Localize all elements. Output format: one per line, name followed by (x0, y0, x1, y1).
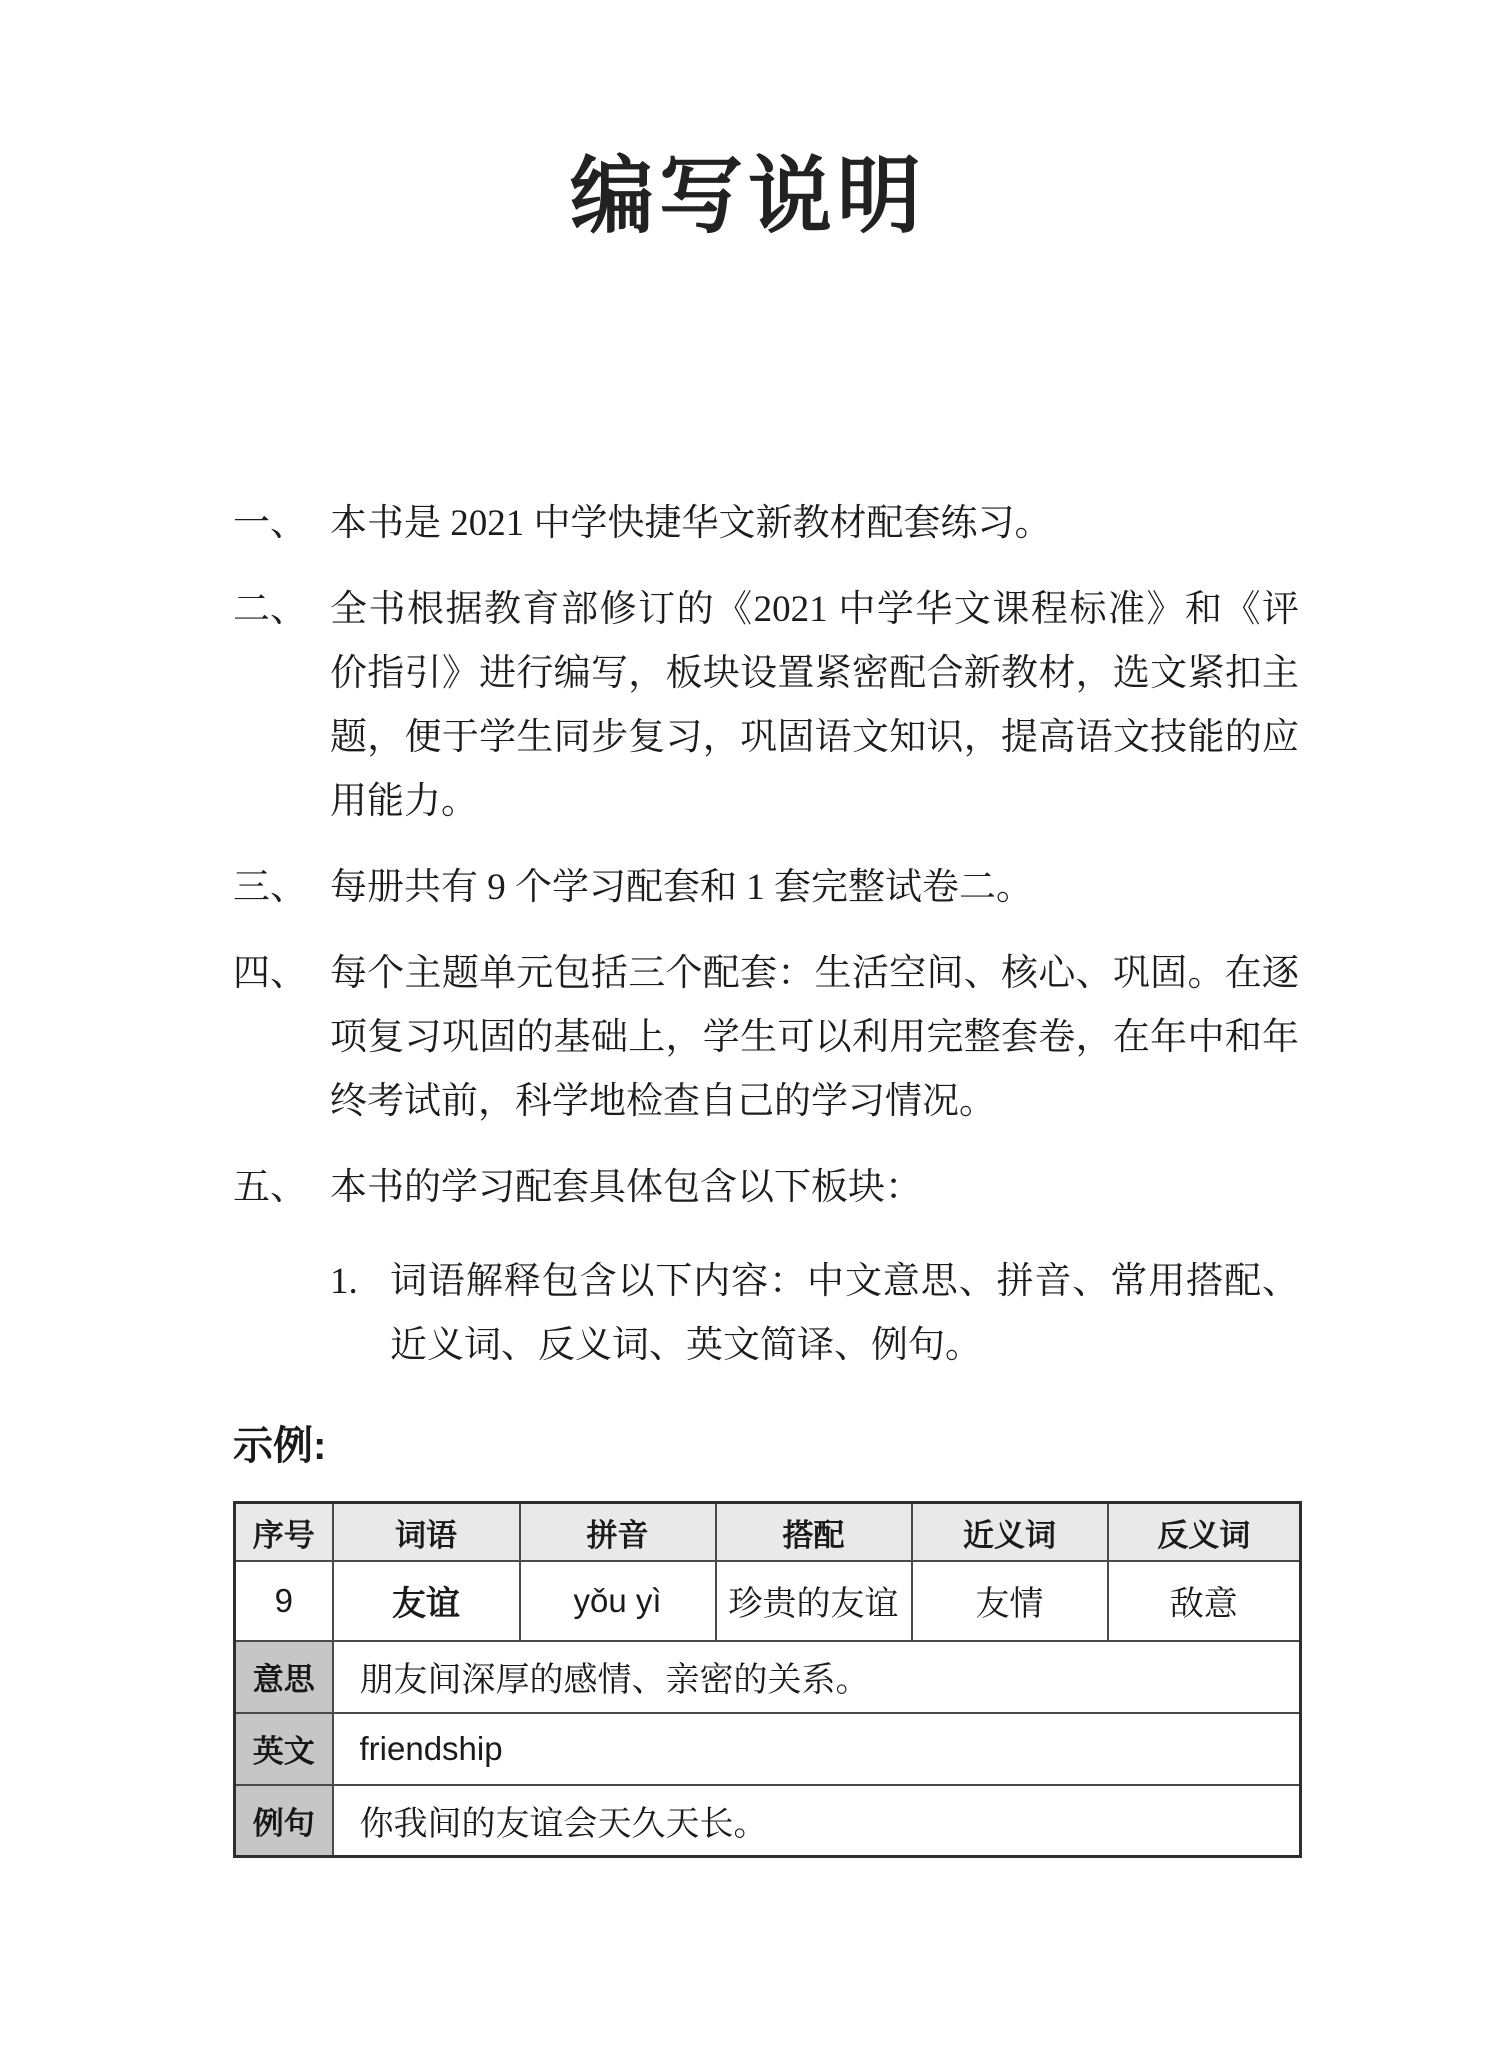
table-row (235, 1641, 1301, 1713)
table-header-row (235, 1503, 1301, 1561)
table-row-label: 英文 (235, 1713, 333, 1785)
sub-list-item-text: 词语解释包含以下内容：中文意思、拼音、常用搭配、近义词、反义词、英文简译、例句。 (390, 1261, 1299, 1367)
table-row-value: 朋友间深厚的感情、亲密的关系。 (333, 1641, 1301, 1713)
list-item (233, 942, 1299, 1134)
table-header-cell: 搭配 (716, 1503, 912, 1561)
sub-list-item-number: 1. (330, 1261, 358, 1303)
list-item (233, 856, 1299, 920)
table-cell-number: 9 (235, 1561, 333, 1641)
list-item-number: 五、 (233, 1167, 307, 1209)
list-item-number: 一、 (233, 503, 307, 545)
list-item (233, 578, 1299, 834)
table-row-value: friendship (333, 1713, 1301, 1785)
list-item-number: 四、 (233, 953, 307, 995)
table-cell-synonym: 友情 (912, 1561, 1108, 1641)
list-item-text: 全书根据教育部修订的《2021 中学华文课程标准》和《评价指引》进行编写，板块设置紧密配合新教材，选文紧扣主题，便于学生同步复习，巩固语文知识，提高语文技能的应用能力。 (330, 589, 1299, 823)
table-header-cell: 反义词 (1108, 1503, 1301, 1561)
sub-list-item (330, 1250, 1299, 1378)
list-item-text: 每个主题单元包括三个配套：生活空间、核心、巩固。在逐项复习巩固的基础上，学生可以利用完整套卷，在年中和年终考试前，科学地检查自己的学习情况。 (330, 953, 1299, 1123)
table-row-value: 你我间的友谊会天久天长。 (333, 1785, 1301, 1857)
table-row-label: 例句 (235, 1785, 333, 1857)
table-row (235, 1785, 1301, 1857)
table-header-cell: 近义词 (912, 1503, 1108, 1561)
list-item-text: 每册共有 9 个学习配套和 1 套完整试卷二。 (330, 867, 1033, 909)
table-cell-collocation: 珍贵的友谊 (716, 1561, 912, 1641)
table-row (235, 1713, 1301, 1785)
table-cell-pinyin: yǒu yì (520, 1561, 716, 1641)
table-header-cell: 词语 (333, 1503, 520, 1561)
content-area (233, 492, 1299, 1858)
list-item (233, 1156, 1299, 1220)
table-row (235, 1561, 1301, 1641)
table-cell-antonym: 敌意 (1108, 1561, 1301, 1641)
table-header-cell: 序号 (235, 1503, 333, 1561)
example-table (233, 1501, 1302, 1858)
table-row-label: 意思 (235, 1641, 333, 1713)
list-item-text: 本书是 2021 中学快捷华文新教材配套练习。 (330, 503, 1052, 545)
list-item-number: 三、 (233, 867, 307, 909)
page-title: 编写说明 (569, 149, 926, 243)
list-item-text: 本书的学习配套具体包含以下板块： (330, 1167, 922, 1209)
table-cell-word: 友谊 (333, 1561, 520, 1641)
example-section-label: 示例: (233, 1424, 327, 1469)
list-item-number: 二、 (233, 589, 307, 631)
list-item (233, 492, 1299, 556)
table-header-cell: 拼音 (520, 1503, 716, 1561)
